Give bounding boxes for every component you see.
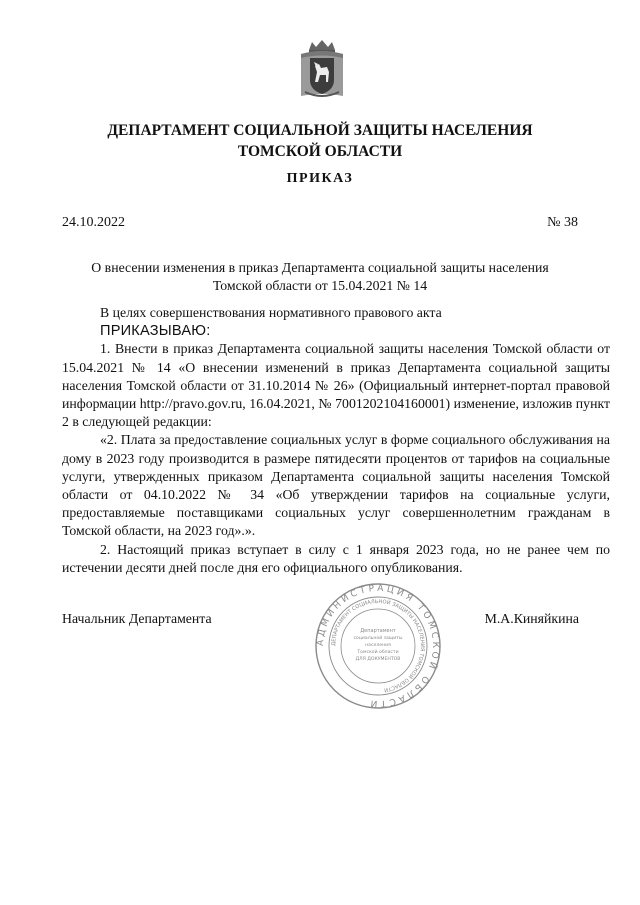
signatory-name: М.А.Киняйкина: [484, 611, 579, 626]
stamp-center-line-4: Томской области: [357, 650, 399, 655]
document-type: ПРИКАЗ: [286, 171, 354, 186]
org-line-2: ТОМСКОЙ ОБЛАСТИ: [237, 143, 403, 160]
stamp-center-line-2: социальной защиты: [353, 636, 403, 641]
stamp-center-line-5: ДЛЯ ДОКУМЕНТОВ: [355, 657, 401, 662]
quoted-paragraph: «2. Плата за предоставление социальных услуг в форме социального обслуживания на дому в 2023 году производится в размере пятидесяти процентов от тарифов на социальные услуги, утвержденных приказом Департамента социальной защиты населения Томской области от 04.10.2022 № 34 «Об утверждении тарифов на социальные услуги, предоставляемые поставщиками социальных услуг совершеннолетним гражданам в Томской области, на 2023 год».».: [62, 432, 610, 539]
org-line-1: ДЕПАРТАМЕНТ СОЦИАЛЬНОЙ ЗАЩИТЫ НАСЕЛЕНИЯ: [107, 122, 533, 139]
subject-line-2: Томской области от 15.04.2021 № 14: [212, 278, 428, 293]
document-number: № 38: [547, 215, 578, 230]
item-1-paragraph: 1. Внести в приказ Департамента социальной защиты населения Томской области от 15.04.2021 № 14 «О внесении изменений в приказ Департамента социальной защиты населения Томской области от 31.10.2014 № 26» (Официальный интернет-портал правовой информации http://pravo.gov.ru, 16.04.2021, № 7001202104160001) изменение, изложив пункт 2 в следующей редакции:: [62, 341, 610, 430]
stamp-center-line-3: населения: [365, 643, 391, 648]
organization-name: [60, 120, 580, 162]
document-body: [62, 304, 610, 577]
document-date: 24.10.2022: [62, 215, 125, 230]
tomsk-coat-of-arms-icon: [299, 38, 345, 100]
stamp-outer-text: АДМИНИСТРАЦИЯ ТОМСКОЙ ОБЛАСТИ: [315, 583, 441, 709]
signatory-position: Начальник Департамента: [62, 611, 212, 626]
decree-word: ПРИКАЗЫВАЮ:: [100, 323, 211, 340]
stamp-inner-text: ДЕПАРТАМЕНТ СОЦИАЛЬНОЙ ЗАЩИТЫ НАСЕЛЕНИЯ ТОМСКОЙ ОБЛАСТИ: [330, 598, 426, 693]
subject-line-1: О внесении изменения в приказ Департамента социальной защиты населения: [91, 260, 549, 275]
official-stamp: [314, 582, 442, 710]
stamp-center-line-1: Департамент: [360, 628, 396, 634]
document-subject: [70, 259, 570, 295]
item-2-paragraph: 2. Настоящий приказ вступает в силу с 1 января 2023 года, но не ранее чем по истечении десяти дней после дня его официального опубликования.: [62, 541, 610, 575]
intro-paragraph: В целях совершенствования нормативного правового акта: [100, 305, 442, 320]
